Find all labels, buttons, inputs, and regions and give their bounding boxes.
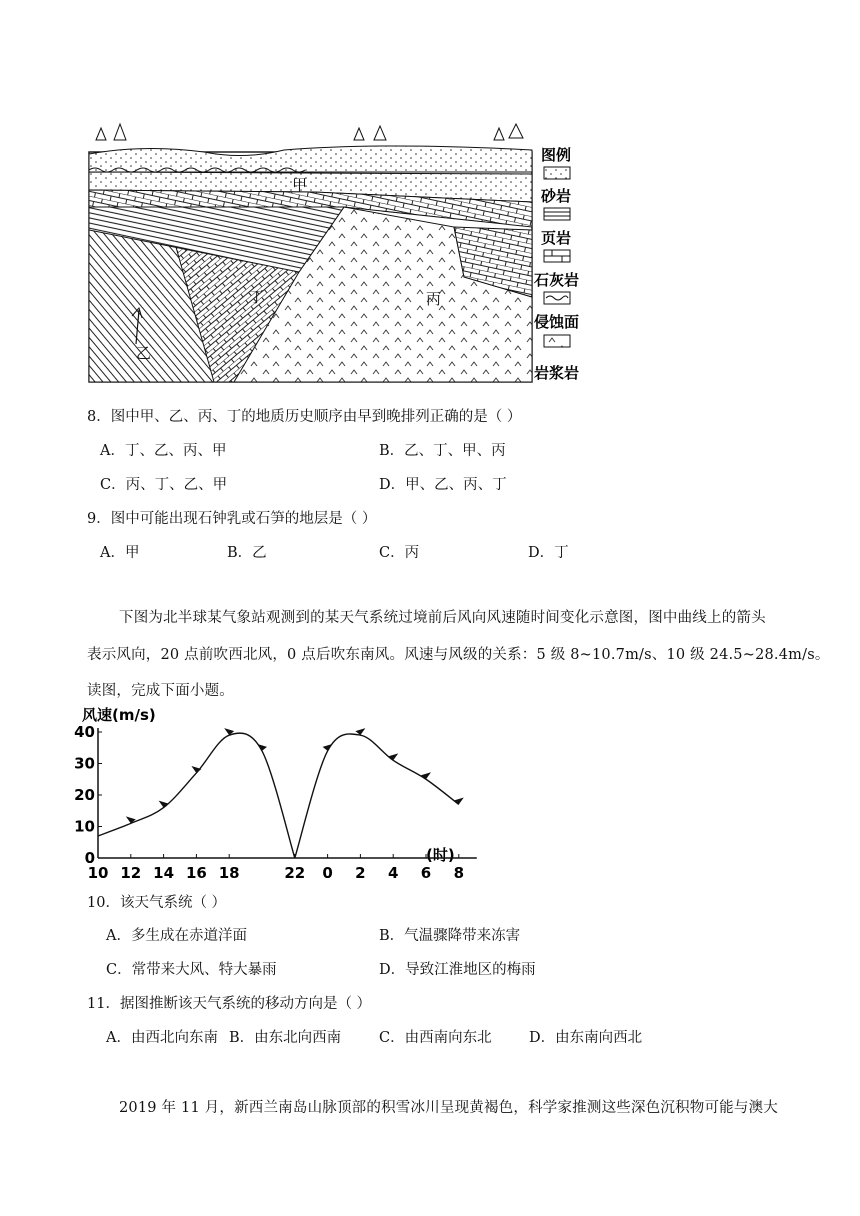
q11-option-d[interactable]: D．由东南向西北 [529,1030,643,1046]
q9-option-b[interactable]: B．乙 [227,545,267,561]
wind-direction-arrow [388,753,398,760]
wind-direction-arrow [323,744,333,751]
final-paragraph: 2019 年 11 月，新西兰南岛山脉顶部的积雪冰川呈现黄褐色，科学家推测这些深色沉积物可能与澳大 [119,1100,778,1116]
q9-option-a[interactable]: A．甲 [100,545,140,561]
label-jia: 甲 [292,176,308,194]
question-11-stem: 11．据图推断该天气系统的移动方向是（ ） [87,996,372,1012]
label-bing: 丙 [426,290,442,308]
wind-direction-arrow [257,744,267,751]
wind-speed-line [98,733,459,858]
question-10-stem: 10．该天气系统（ ） [87,895,227,911]
wind-direction-arrow [454,797,464,804]
magma-swatch [544,335,570,347]
y-tick-label: 10 [74,817,95,836]
q9-option-d[interactable]: D．丁 [528,545,569,561]
sandstone-swatch [544,167,570,179]
legend-erosion: 侵蚀面 [534,313,580,331]
q11-option-c[interactable]: C．由西南向东北 [379,1030,492,1046]
intro-line-1: 下图为北半球某气象站观测到的某天气系统过境前后风向风速随时间变化示意图，图中曲线上的箭头 [119,610,766,626]
chart-xlabel: (时) [426,846,455,864]
legend-title: 图例 [541,146,572,164]
shale-swatch [544,208,570,220]
label-ding: 丁 [249,288,265,306]
question-8-stem: 8．图中甲、乙、丙、丁的地质历史顺序由早到晚排列正确的是（ ） [87,409,522,425]
q10-option-a[interactable]: A．多生成在赤道洋面 [106,928,247,944]
wind-direction-arrow [159,801,169,808]
q10-option-b[interactable]: B．气温骤降带来冻害 [379,928,521,944]
y-tick-label: 40 [74,723,95,741]
x-tick-label: 4 [387,864,399,882]
tree-icon [96,124,523,140]
question-9-stem: 9．图中可能出现石钟乳或石笋的地层是（ ） [87,511,377,527]
erosion-swatch [544,292,570,304]
geology-cross-section [84,112,594,388]
intro-line-3: 读图，完成下面小题。 [87,683,234,699]
legend-sandstone: 砂岩 [541,187,572,205]
wind-speed-chart [74,700,468,882]
q10-option-d[interactable]: D．导致江淮地区的梅雨 [379,962,536,978]
x-tick-label: 16 [185,864,207,882]
y-tick-label: 30 [74,754,95,773]
x-tick-label: 18 [218,864,240,882]
q8-option-d[interactable]: D．甲、乙、丙、丁 [379,477,507,493]
x-tick-label: 22 [284,864,306,882]
y-tick-label: 20 [74,786,95,804]
x-tick-label: 14 [153,864,175,882]
x-tick-label: 10 [87,864,109,882]
legend-limestone: 石灰岩 [534,271,580,289]
y-tick-label: 0 [84,849,95,867]
q8-option-b[interactable]: B．乙、丁、甲、丙 [379,443,506,459]
legend-shale: 页岩 [541,229,572,247]
legend [534,146,579,382]
q11-option-b[interactable]: B．由东北向西南 [229,1030,342,1046]
q8-option-a[interactable]: A．丁、乙、丙、甲 [100,443,227,459]
x-tick-label: 6 [420,864,432,882]
q11-option-a[interactable]: A．由西北向东南 [106,1030,218,1046]
x-tick-label: 0 [322,864,333,882]
legend-magma: 岩浆岩 [534,364,580,382]
x-tick-label: 8 [453,864,465,882]
q8-option-c[interactable]: C．丙、丁、乙、甲 [100,477,228,493]
q10-option-c[interactable]: C．常带来大风、特大暴雨 [106,962,277,978]
x-tick-label: 2 [355,864,366,882]
chart-ylabel: 风速(m/s) [82,706,156,724]
x-tick-label: 12 [120,864,142,882]
wind-direction-arrow [421,772,431,779]
q9-option-c[interactable]: C．丙 [379,545,420,561]
label-yi: 乙 [136,344,152,362]
wind-direction-arrow [191,766,201,773]
intro-line-2: 表示风向，20 点前吹西北风，0 点后吹东南风。风速与风级的关系：5 级 8~10.7m/s、10 级 24.5~28.4m/s。 [87,647,830,663]
